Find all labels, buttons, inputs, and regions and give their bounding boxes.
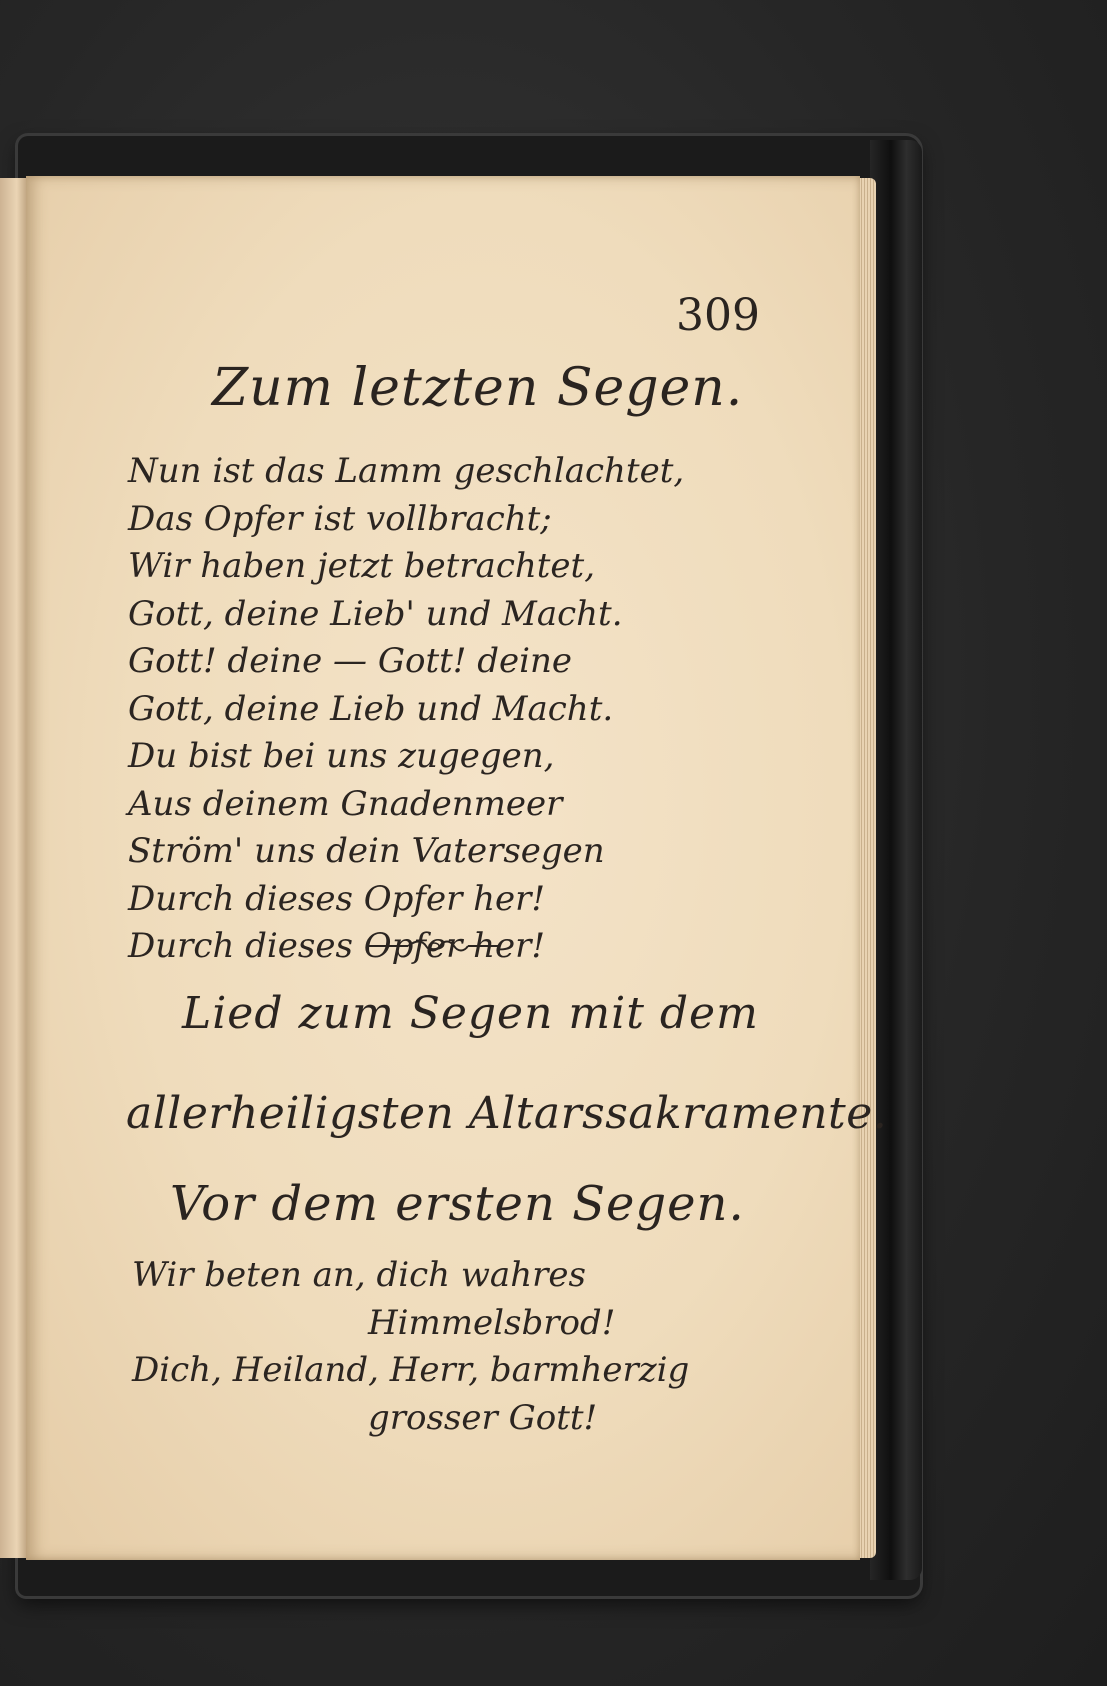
verse-line: Durch dieses Opfer her!: [128, 926, 546, 966]
verse-section-1: [128, 448, 684, 971]
verse-line: grosser Gott!: [368, 1397, 598, 1438]
page-number: 309: [676, 290, 760, 341]
cover-spine-edge: [870, 140, 922, 1580]
verse-line: Gott, deine Lieb' und Macht.: [128, 593, 623, 634]
verse-line: Wir beten an, dich wahres: [132, 1255, 586, 1295]
verse-line: Nun ist das Lamm geschlachtet,: [128, 451, 685, 491]
verse-line: Aus deinem Gnadenmeer: [128, 783, 563, 824]
verse-line: Gott! deine — Gott! deine: [128, 641, 573, 681]
verse-line: Wir haben jetzt betrachtet,: [128, 546, 596, 586]
section-title-zum-letzten-segen: Zum letzten Segen.: [212, 358, 744, 418]
verse-section-2: [132, 1252, 689, 1442]
left-page-edge: [0, 178, 28, 1558]
verse-line: Durch dieses Opfer her!: [128, 878, 546, 919]
ornament-divider-icon: [368, 938, 500, 954]
verse-line: Ström' uns dein Vatersegen: [128, 831, 605, 871]
verse-line: Das Opfer ist vollbracht;: [128, 498, 552, 539]
verse-line: Dich, Heiland, Herr, barmherzig: [132, 1350, 690, 1390]
verse-line: Himmelsbrod!: [368, 1302, 616, 1343]
verse-line: Gott, deine Lieb und Macht.: [128, 688, 614, 729]
section-title-altarssakramente: allerheiligsten Altarssakramente.: [126, 1088, 888, 1139]
section-title-lied-zum-segen: Lied zum Segen mit dem: [182, 988, 759, 1039]
verse-line: Du bist bei uns zugegen,: [128, 736, 555, 776]
section-subtitle-vor-dem-ersten-segen: Vor dem ersten Segen.: [170, 1176, 745, 1232]
